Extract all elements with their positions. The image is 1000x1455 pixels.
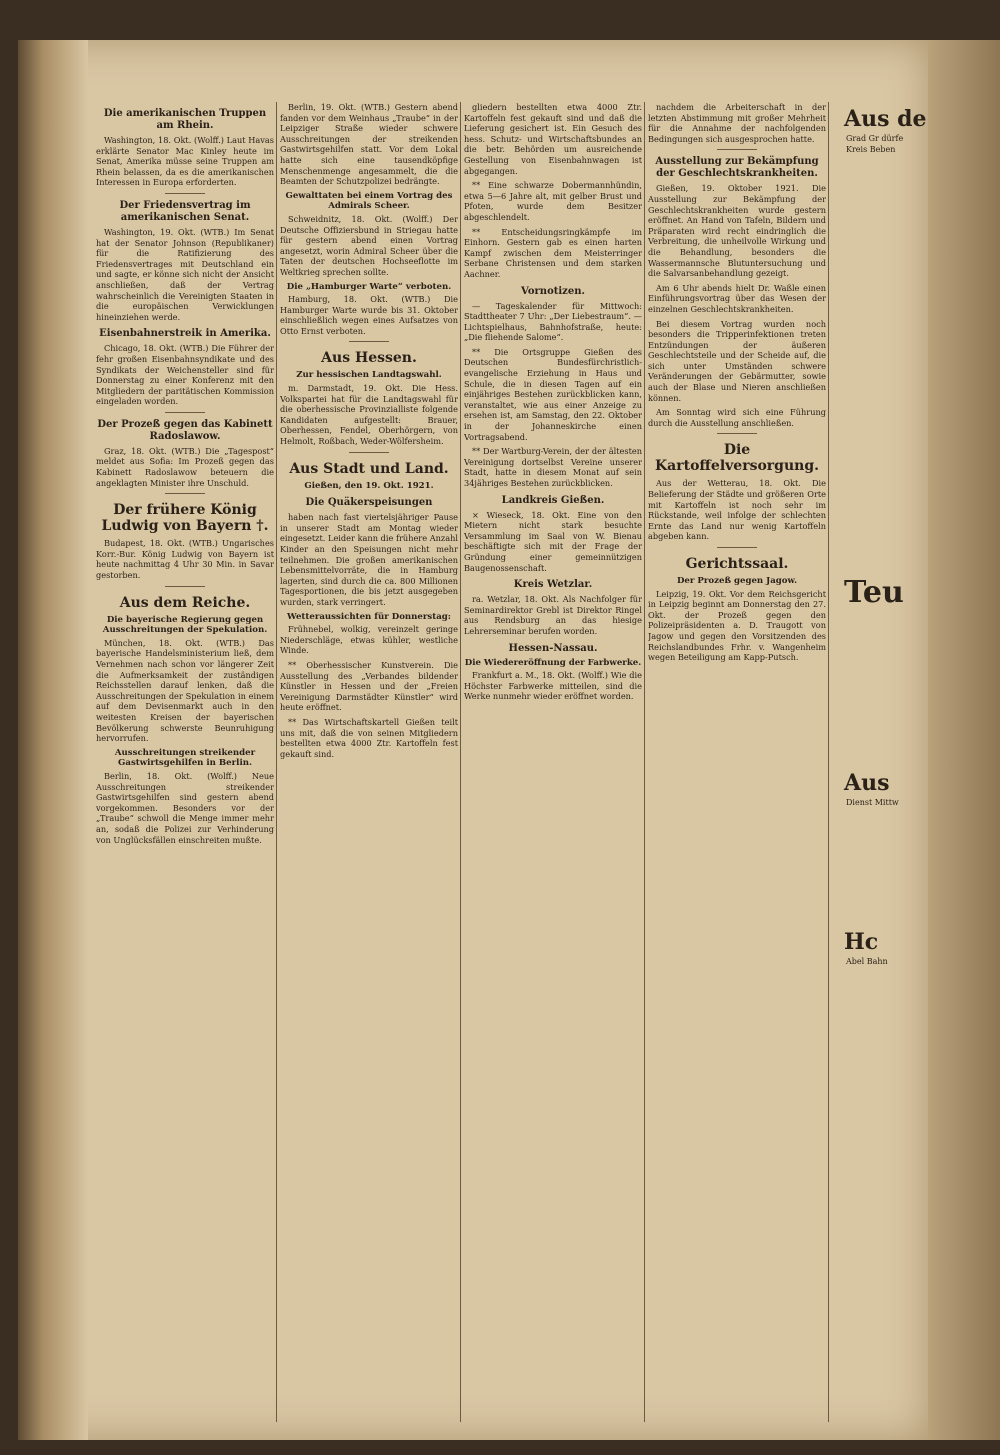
separator bbox=[349, 452, 389, 453]
article-text: Aus der Wetterau, 18. Okt. Die Belieferung der Städte und größeren Orte mit Kartoffeln ist noch sehr im Rückstande, weil infolge der schlechten Ernte das Land nur wenig Kartoffeln abgeben kann. bbox=[648, 478, 826, 542]
article-text: Frankfurt a. M., 18. Okt. (Wolff.) Wie die Höchster Farbwerke mitteilen, sind die Werke nunmehr wieder eröffnet worden. bbox=[464, 670, 642, 702]
column-3 bbox=[464, 102, 642, 1422]
column-2 bbox=[280, 102, 458, 1422]
article-text: haben nach fast viertelsjähriger Pause in unserer Stadt am Montag wieder eingesetzt. Leider kann die frühere Anzahl Kinder an den Speisungen nicht mehr teilnehmen. Die großen amerikanischen Lebensmittelvorräte, die in Hamburg lagerten, sind durch die ca. 800 Millionen Tagesportionen, die bis jetzt ausgegeben wurden, stark verringert. bbox=[280, 512, 458, 607]
headline: Der Friedensvertrag im amerikanischen Senat. bbox=[119, 199, 251, 223]
article-text: ** Entscheidungsringkämpfe im Einhorn. Gestern gab es einen harten Kampf zwischen dem Meisterringer Serbane Christensen und dem starken Aachner. bbox=[464, 226, 642, 279]
section-heading: Aus dem Reiche. bbox=[119, 594, 251, 611]
cropped-text: Dienst Mittw bbox=[846, 798, 899, 808]
cropped-heading: Teu bbox=[844, 575, 904, 611]
article-text: Schweidnitz, 18. Okt. (Wolff.) Der Deutsche Offiziersbund in Striegau hatte für gestern abend einen Vortrag angesetzt, worin Admiral Scheer über die Taten der deutschen Hochseeflotte im Weltkrieg sprechen sollte. bbox=[280, 213, 458, 277]
headline: Ausschreitungen streikender Gastwirtsgehilfen in Berlin. bbox=[114, 747, 256, 769]
headline: Der Prozeß gegen Jagow. bbox=[676, 576, 798, 586]
article-text: Washington, 18. Okt. (Wolff.) Laut Havas erklärte Senator Mac Kinley heute im Senat, Amerika müsse seine Truppen am Rhein belassen, da es die amerikanischen Interessen in Europa erforderten. bbox=[96, 135, 274, 188]
headline: Der Prozeß gegen das Kabinett Radoslawow. bbox=[97, 418, 273, 442]
cropped-text: Abel Bahn bbox=[846, 956, 888, 966]
section-heading: Die Kartoffelversorgung. bbox=[655, 442, 819, 475]
article-text: Gießen, 19. Oktober 1921. Die Ausstellung zur Bekämpfung der Geschlechtskrankheiten wurde gestern eröffnet. An Hand von Tafeln, Bildern und Präparaten wird recht eindringlich die Verbreitung, die unheilvolle Wirkung und die Behandlung, besonders die Wassermannsche Blutuntersuchung und die Salvarsanbehandlung gezeigt. bbox=[648, 183, 826, 279]
cropped-heading: Aus bbox=[844, 770, 890, 797]
separator bbox=[717, 433, 757, 434]
book-gutter bbox=[18, 40, 88, 1440]
column-rule bbox=[276, 102, 277, 1422]
column-1 bbox=[96, 102, 274, 1422]
headline: Landkreis Gießen. bbox=[501, 494, 605, 506]
article-text: ** Oberhessischer Kunstverein. Die Ausstellung des „Verbandes bildender Künstler in Hessen und der „Freien Vereinigung Darmstädter Künstler“ wird heute eröffnet. bbox=[280, 659, 458, 713]
article-text: München, 18. Okt. (WTB.) Das bayerische Handelsministerium ließ, dem Vernehmen nach schon vor längerer Zeit die Aufmerksamkeit der zuständigen Reichsstellen darauf lenken, daß die Ausschreitungen der Spekulation in einem auf dem Devisenmarkt auch in den weitesten Kreisen der bayerischen Bevölkerung schwerste Beunruhigung hervorrufen. bbox=[96, 637, 274, 744]
headline: Die Wiedereröffnung der Farbwerke. bbox=[464, 657, 642, 668]
article-text: Bei diesem Vortrag wurden noch besonders die Tripperinfektionen treten Entzündungen der äußeren Geschlechtsteile und der Scheide auf, die sich unter Umständen schwere Veränderungen der Gebärmutter, sowie auch der Blase und Nieren anschließen können. bbox=[648, 318, 826, 403]
section-heading: Aus Stadt und Land. bbox=[289, 460, 449, 477]
headline: Vornotizen. bbox=[521, 285, 585, 297]
article-text: ** Die Ortsgruppe Gießen des Deutschen Bundesfürchristlich-evangelische Erziehung in Haus und Schule, die in diesen Tagen auf ein einjähriges Bestehen zurückblicken kann, veranstaltet, wie aus einer Anzeige zu ersehen ist, am Samstag, den 22. Oktober in der Johanneskirche einen Vortragsabend. bbox=[464, 346, 642, 442]
headline: Die bayerische Regierung gegen Ausschreitungen der Spekulation. bbox=[102, 614, 268, 636]
next-page-edge bbox=[928, 40, 1000, 1440]
headline: Wetteraussichten für Donnerstag: bbox=[287, 611, 451, 622]
column-rule bbox=[828, 102, 829, 1422]
column-rule bbox=[644, 102, 645, 1422]
headline: Der frühere König Ludwig von Bayern †. bbox=[101, 502, 269, 535]
article-text: Hamburg, 18. Okt. (WTB.) Die Hamburger Warte wurde bis 31. Oktober einschließlich wegen eines Aufsatzes von Otto Ernst verboten. bbox=[280, 294, 458, 336]
headline: Eisenbahnerstreik in Amerika. bbox=[99, 328, 271, 340]
separator bbox=[165, 412, 205, 413]
article-text: ** Das Wirtschaftskartell Gießen teilt uns mit, daß die von seinen Mitgliedern bestellten etwa 4000 Ztr. Kartoffeln fest gekauft sind. bbox=[280, 716, 458, 759]
section-heading: Aus Hessen. bbox=[321, 350, 417, 367]
headline: Ausstellung zur Bekämpfung der Geschlechtskrankheiten. bbox=[655, 156, 819, 180]
separator bbox=[165, 493, 205, 494]
article-text: × Wieseck, 18. Okt. Eine von den Mietern nicht stark besuchte Versammlung im Saal von W. Bienau beschäftigte sich mit der Frage der Gründung einer gemeinnützigen Baugenossenschaft. bbox=[464, 509, 642, 573]
article-text: Frühnebel, wolkig, vereinzelt geringe Niederschläge, etwas kühler, westliche Winde. bbox=[280, 624, 458, 656]
column-4 bbox=[648, 102, 826, 1422]
article-text: gliedern bestellten etwa 4000 Ztr. Kartoffeln fest gekauft sind und daß die Lieferung gesichert ist. Ein Gesuch des hess. Schutz- und Wirtschaftsbundes an die betr. Behörden um ausreichende Gestellung von Eisenbahnwagen ist abgegangen. bbox=[464, 102, 642, 176]
article-text: ra. Wetzlar, 18. Okt. Als Nachfolger für Seminardirektor Grebl ist Direktor Ringel aus Rendsburg an das hiesige Lehrerseminar berufen worden. bbox=[464, 594, 642, 636]
article-text: — Tageskalender für Mittwoch: Stadttheater 7 Uhr: „Der Liebestraum“. — Lichtspielhaus, Bahnhofstraße, heute: „Die fliehende Salome“. bbox=[464, 300, 642, 343]
article-text: nachdem die Arbeiterschaft in der letzten Abstimmung mit großer Mehrheit für die Annahme der nachfolgenden Bedingungen sich ausgesprochen hatte. bbox=[648, 102, 826, 144]
separator bbox=[349, 341, 389, 342]
article-text: ** Eine schwarze Dobermannhündin, etwa 5—6 Jahre alt, mit gelber Brust und Pfoten, wurde dem Besitzer abgeschlendelt. bbox=[464, 180, 642, 222]
separator bbox=[717, 149, 757, 150]
cropped-heading: Hc bbox=[844, 928, 879, 955]
article-text: Am 6 Uhr abends hielt Dr. Waßle einen Einführungsvortrag über das Wesen der einzelnen Geschlechtskrankheiten. bbox=[648, 282, 826, 314]
article-text: Am Sonntag wird sich eine Führung durch die Ausstellung anschließen. bbox=[648, 407, 826, 428]
cropped-text: Grad Gr dürfe Kreis Beben bbox=[846, 134, 904, 154]
article-text: ** Der Wartburg-Verein, der der ältesten Vereinigung dortselbst Vereine unserer Stadt, hatte in diesem Monat auf sein 34jähriges Bestehen zurückblicken. bbox=[464, 446, 642, 488]
article-text: Berlin, 18. Okt. (Wolff.) Neue Ausschreitungen streikender Gastwirtsgehilfen sind gestern abend vorgekommen. Besonders vor der „Traube“ schwoll die Menge immer mehr an, sodaß die Polizei zur Verhinderung von Unglücksfällen einschreiten mußte. bbox=[96, 770, 274, 845]
article-text: Budapest, 18. Okt. (WTB.) Ungarisches Korr.-Bur. König Ludwig von Bayern ist heute nachmittag 4 Uhr 30 Min. in Savar gestorben. bbox=[96, 538, 274, 581]
separator bbox=[165, 586, 205, 587]
section-heading: Gerichtssaal. bbox=[685, 556, 789, 572]
separator bbox=[717, 547, 757, 548]
article-text: Berlin, 19. Okt. (WTB.) Gestern abend fanden vor dem Weinhaus „Traube“ in der Leipziger Straße wieder schwere Ausschreitungen der streikenden Gastwirtsgehilfen statt. Vor dem Lokal hatte sich eine tausendköpfige Menschenmenge angesammelt, die die Beamten der Schutzpolizei bedrängte. bbox=[280, 102, 458, 187]
article-text: Leipzig, 19. Okt. Vor dem Reichsgericht in Leipzig beginnt am Donnerstag den 27. Okt. der Prozeß gegen den Polizeipräsidenten a. D. Traugott von Jagow und gegen den Vorsitzenden des Reichslandbundes Frhr. v. Wangenheim wegen Beteiligung am Kapp-Putsch. bbox=[648, 588, 826, 663]
article-text: m. Darmstadt, 19. Okt. Die Hess. Volkspartei hat für die Landtagswahl für die oberhessische Provinzialliste folgende Kandidaten aufgestellt: Brauer, Oberhessen, Fendel, Oberhörgern, von Helmolt, Roßbach, Weder-Wölfersheim. bbox=[280, 383, 458, 447]
article-text: Washington, 19. Okt. (WTB.) Im Senat hat der Senator Johnson (Republikaner) für die Ratifizierung des Friedensvertrages mit Deutschland ein und sagte, er könne sich nicht der Ansicht anschließen, daß der Vertrag wahrscheinlich die Vereinigten Staaten in die europäischen Verwicklungen hineinziehen werde. bbox=[96, 226, 274, 322]
cropped-heading: Aus de bbox=[844, 106, 927, 132]
dateline: Gießen, den 19. Okt. 1921. bbox=[304, 480, 434, 491]
headline: Zur hessischen Landtagswahl. bbox=[296, 370, 442, 381]
headline: Kreis Wetzlar. bbox=[513, 579, 593, 591]
newspaper-page bbox=[18, 40, 928, 1440]
headline: Die „Hamburger Warte“ verboten. bbox=[286, 281, 452, 292]
article-text: Graz, 18. Okt. (WTB.) Die „Tagespost“ meldet aus Sofia: Im Prozeß gegen das Kabinett Radoslawow beteuern die angeklagten Minister ihre Unschuld. bbox=[96, 445, 274, 488]
separator bbox=[165, 193, 205, 194]
column-rule bbox=[460, 102, 461, 1422]
article-text: Chicago, 18. Okt. (WTB.) Die Führer der fehr großen Eisenbahnsyndikate und des Syndikats der Weichensteller sind für Donnerstag zu einer Konferenz mit den Mitgliedern der paritätischen Kommission eingeladen worden. bbox=[96, 343, 274, 407]
cropped-right-column bbox=[830, 102, 928, 1422]
headline: Hessen-Nassau. bbox=[508, 642, 598, 654]
headline: Die Quäkerspeisungen bbox=[305, 497, 433, 509]
headline: Gewalttaten bei einem Vortrag des Admirals Scheer. bbox=[285, 190, 453, 212]
headline: Die amerikanischen Truppen am Rhein. bbox=[103, 108, 267, 131]
